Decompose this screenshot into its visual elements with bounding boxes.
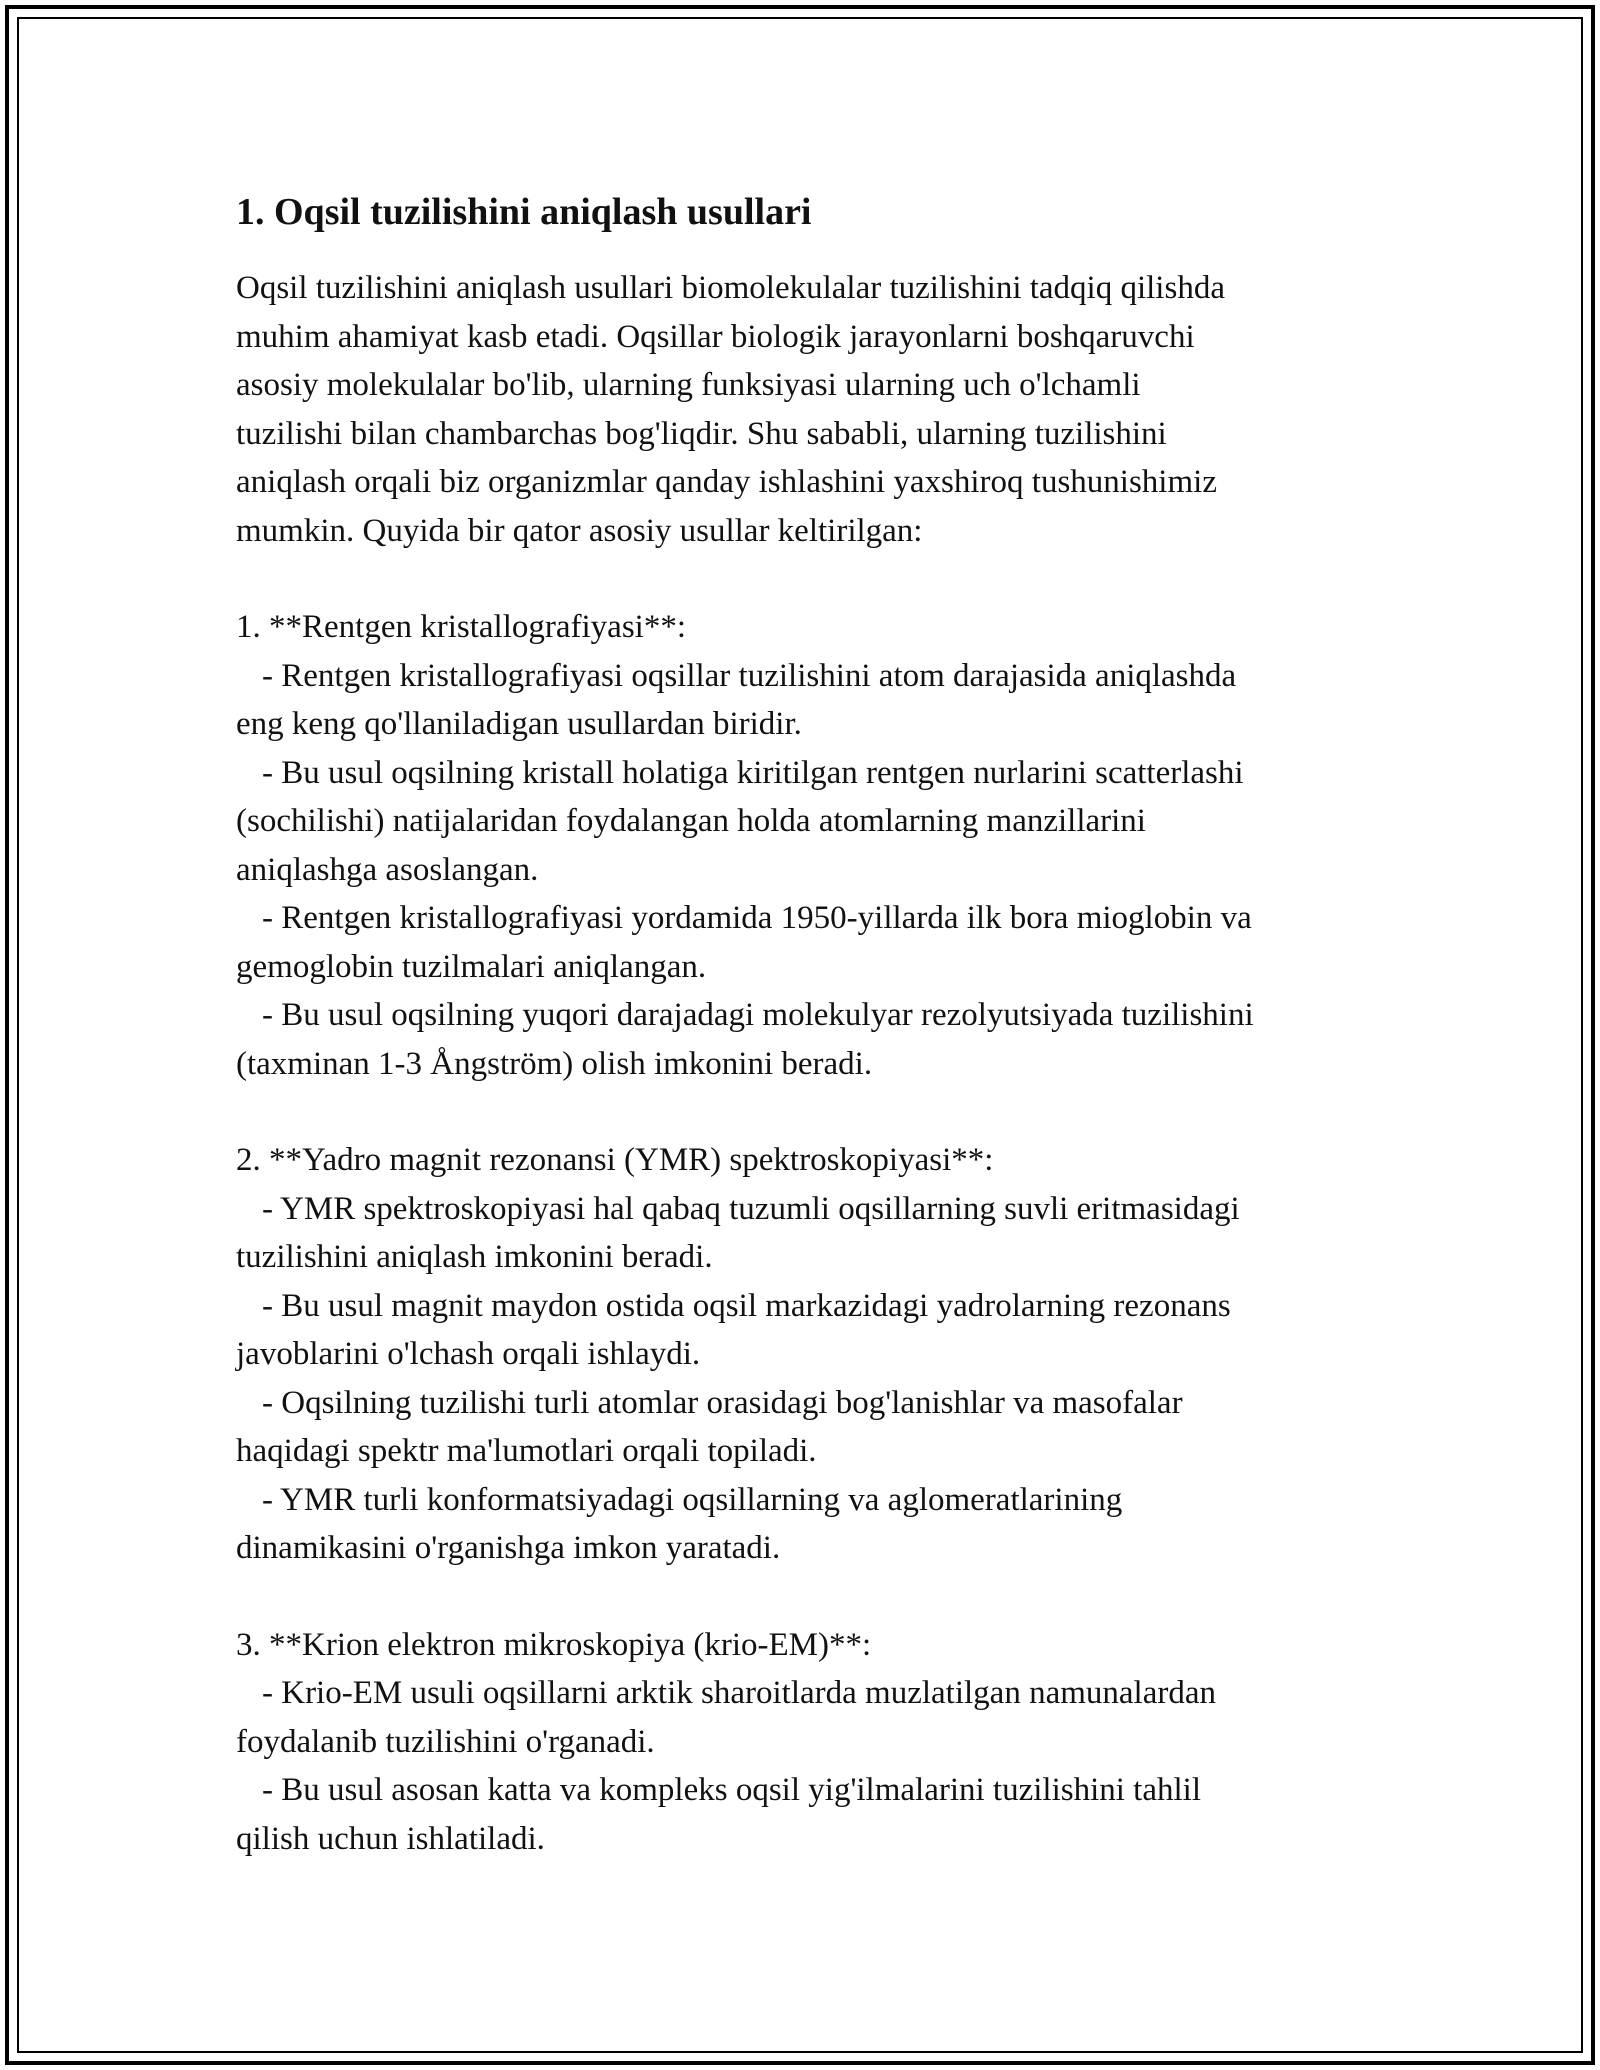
bullet-text: - Bu usul magnit maydon ostida oqsil markazidagi yadrolarning rezonans javoblarini o'lchash orqali ishlaydi. xyxy=(236,1287,1231,1372)
section-xray-crystallography xyxy=(236,603,1366,1088)
bullet-text: - Rentgen kristallografiyasi oqsillar tuzilishini atom darajasida aniqlashda eng keng qo'llaniladigan usullardan biridir. xyxy=(236,657,1237,742)
bullet-text: - Oqsilning tuzilishi turli atomlar orasidagi bog'lanishlar va masofalar haqidagi spektr ma'lumotlari orqali topiladi. xyxy=(236,1384,1183,1469)
bullet-item xyxy=(236,749,1366,895)
bullet-text: - Bu usul oqsilning kristall holatiga kiritilgan rentgen nurlarini scatterlashi (sochilishi) natijalaridan foydalangan holda atomlarning manzillarini aniqlashga asoslangan. xyxy=(236,754,1244,888)
section-heading: 2. **Yadro magnit rezonansi (YMR) spektroskopiyasi**: xyxy=(236,1142,994,1178)
bullet-text: - YMR spektroskopiyasi hal qabaq tuzumli oqsillarning suvli eritmasidagi tuzilishini aniqlash imkonini beradi. xyxy=(236,1190,1240,1275)
bullet-text: - Bu usul oqsilning yuqori darajadagi molekulyar rezolyutsiyada tuzilishini (taxminan 1-3 Ångström) olish imkonini beradi. xyxy=(236,997,1254,1082)
bullet-item xyxy=(236,894,1366,991)
bullet-text: - YMR turli konformatsiyadagi oqsillarning va aglomeratlarining dinamikasini o'rganishga imkon yaratadi. xyxy=(236,1481,1123,1566)
bullet-text: - Rentgen kristallografiyasi yordamida 1950-yillarda ilk bora mioglobin va gemoglobin tuzilmalari aniqlangan. xyxy=(236,900,1252,985)
bullet-item xyxy=(236,1669,1366,1766)
bullet-text: - Krio-EM usuli oqsillarni arktik sharoitlarda muzlatilgan namunalardan foydalanib tuzilishini o'rganadi. xyxy=(236,1675,1216,1760)
bullet-item xyxy=(236,1282,1366,1379)
method-sections xyxy=(236,603,1366,1863)
document-title: 1. Oqsil tuzilishini aniqlash usullari xyxy=(236,191,812,233)
document-body xyxy=(236,188,1366,1911)
bullet-item xyxy=(236,1379,1366,1476)
section-heading: 1. **Rentgen kristallografiyasi**: xyxy=(236,609,686,645)
bullet-text: - Bu usul asosan katta va kompleks oqsil yig'ilmalarini tuzilishini tahlil qilish uchun ishlatiladi. xyxy=(236,1772,1202,1857)
bullet-item xyxy=(236,1476,1366,1573)
bullet-item xyxy=(236,1185,1366,1282)
bullet-item xyxy=(236,991,1366,1088)
section-heading: 3. **Krion elektron mikroskopiya (krio-EM)**: xyxy=(236,1626,872,1663)
intro-paragraph: Oqsil tuzilishini aniqlash usullari biomolekulalar tuzilishini tadqiq qilishda muhim ahamiyat kasb etadi. Oqsillar biologik jarayonlarni boshqaruvchi asosiy molekulalar bo'lib, ularning funksiyasi ularning uch o'lchamli tuzilishi bilan chambarchas bog'liqdir. Shu sababli, ularning tuzilishini aniqlash orqali biz organizmlar qanday ishlashini yaxshiroq tushunishimiz mumkin. Quyida bir qator asosiy usullar keltirilgan: xyxy=(236,270,1225,549)
bullet-item xyxy=(236,1766,1366,1863)
section-nmr-spectroscopy xyxy=(236,1136,1366,1573)
section-cryo-em xyxy=(236,1621,1366,1864)
bullet-item xyxy=(236,652,1366,749)
